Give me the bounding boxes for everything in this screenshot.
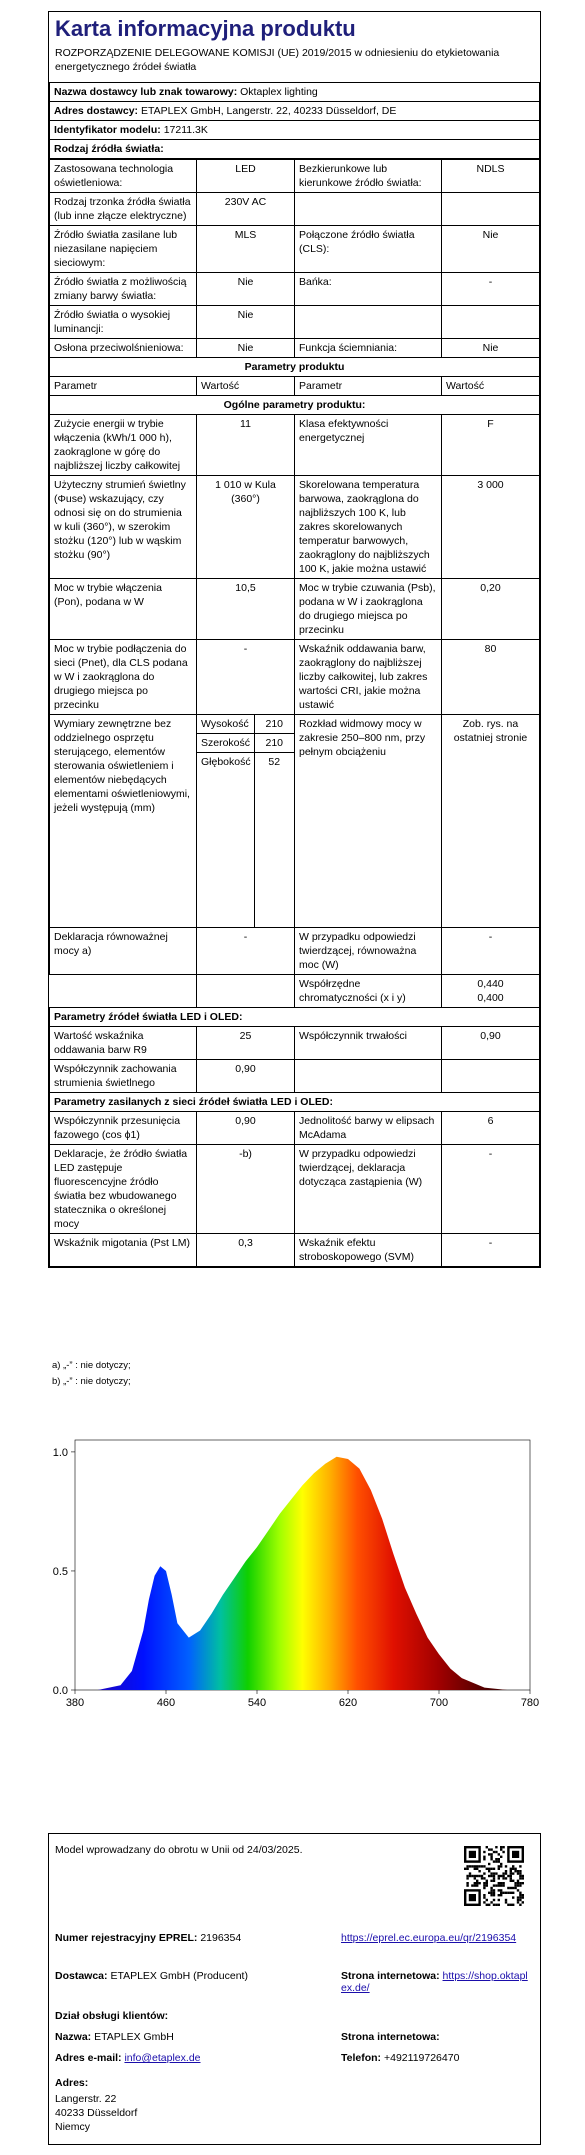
x-tick-label: 540	[247, 1697, 267, 1709]
source-type-label: Osłona przeciwolśnieniowa:	[50, 339, 197, 358]
address-label: Adres:	[55, 2077, 89, 2089]
support-name-value: ETAPLEX GmbH	[94, 2031, 174, 2043]
source-type-value-2	[442, 193, 540, 226]
model-value: 17211.3K	[163, 124, 208, 136]
source-type-value: MLS	[197, 226, 295, 273]
website-link[interactable]: https://shop.oktaplex.de/	[341, 1970, 528, 1994]
support-heading: Dział obsługi klientów:	[55, 2010, 169, 2022]
source-type-value: Nie	[197, 273, 295, 306]
product-information-sheet	[48, 11, 541, 1268]
source-type-value: Nie	[197, 306, 295, 339]
x-tick-label: 620	[338, 1697, 358, 1709]
y-tick-label: 0.0	[52, 1685, 68, 1697]
led-params-heading: Parametry źródeł światła LED i OLED:	[50, 1008, 540, 1027]
x-tick-label: 700	[429, 1697, 449, 1709]
led-row	[50, 1060, 540, 1093]
chroma-y: 0,400	[477, 992, 504, 1004]
supplier-address-label: Adres dostawcy:	[54, 105, 139, 117]
source-type-label-2: Funkcja ściemniania:	[295, 339, 442, 358]
general-label: Użyteczny strumień świetlny (Φuse) wskazujący, czy odnosi się on do strumienia w kuli (360°), w szerokim stożku (120°) lub w wąskim stożku (90°)	[50, 476, 197, 579]
led-label-2: Współczynnik trwałości	[295, 1027, 442, 1060]
footer-panel	[48, 1833, 541, 2145]
dimensions-width-cell	[197, 734, 295, 753]
support-website-label: Strona internetowa:	[341, 2031, 440, 2043]
general-value-2: F	[442, 415, 540, 476]
x-tick-label: 460	[156, 1697, 176, 1709]
product-params-heading: Parametry produktu	[50, 358, 540, 377]
mains-label-2: W przypadku odpowiedzi twierdzącej, deklaracja dotycząca zastąpienia (W)	[295, 1145, 442, 1234]
eprel-row	[55, 1932, 241, 1944]
address-line-2: 40233 Düsseldorf	[55, 2107, 138, 2119]
eprel-label: Numer rejestracyjny EPREL:	[55, 1932, 198, 1944]
support-name-row	[55, 2031, 174, 2043]
general-value: 11	[197, 415, 295, 476]
led-value: 0,90	[197, 1060, 295, 1093]
source-type-label: Zastosowana technologia oświetleniowa:	[50, 160, 197, 193]
source-type-label: Źródło światła z możliwością zmiany barwy światła:	[50, 273, 197, 306]
support-name-label: Nazwa:	[55, 2031, 92, 2043]
col-value-header-2: Wartość	[442, 377, 540, 396]
footnote-a: a) „-” : nie dotyczy;	[52, 1360, 131, 1371]
chroma-empty-2	[197, 975, 295, 1008]
equiv-power-w-label: W przypadku odpowiedzi twierdzącej, równoważna moc (W)	[295, 928, 442, 975]
mains-value-2: -	[442, 1145, 540, 1234]
general-value-2: 3 000	[442, 476, 540, 579]
supplier-name-value: Oktaplex lighting	[240, 86, 318, 98]
mains-row	[50, 1112, 540, 1145]
height-label: Wysokość	[197, 715, 254, 733]
general-value-2: 0,20	[442, 579, 540, 640]
source-type-row	[50, 226, 540, 273]
dimensions-height-cell	[197, 715, 295, 734]
col-param-header: Parametr	[50, 377, 197, 396]
mains-value-2: 6	[442, 1112, 540, 1145]
chroma-label: Współrzędne chromatyczności (x i y)	[295, 975, 442, 1008]
mains-label: Współczynnik przesunięcia fazowego (cos ϕ1)	[50, 1112, 197, 1145]
general-label: Moc w trybie podłączenia do sieci (Pnet), dla CLS podana w W i zaokrąglona do drugiego miejsca po przecinku	[50, 640, 197, 715]
col-value-header: Wartość	[197, 377, 295, 396]
spectrum-chart	[30, 1428, 540, 1728]
footnote-b: b) „-” : nie dotyczy;	[52, 1376, 131, 1387]
general-label: Moc w trybie włączenia (Pon), podana w W	[50, 579, 197, 640]
spectrum-value: Zob. rys. na ostatniej stronie	[442, 715, 540, 928]
address-line-1: Langerstr. 22	[55, 2093, 117, 2105]
source-type-row	[50, 273, 540, 306]
page-title: Karta informacyjna produktu	[55, 16, 356, 41]
supplier-address-value: ETAPLEX GmbH, Langerstr. 22, 40233 Düsseldorf, DE	[140, 105, 397, 117]
footer-supplier-value: ETAPLEX GmbH (Producent)	[110, 1970, 248, 1982]
mains-row	[50, 1145, 540, 1234]
chroma-empty-1	[50, 975, 197, 1008]
dimensions-label: Wymiary zewnętrzne bez oddzielnego osprzętu sterującego, elementów sterowania oświetleniem i elementów niebędących elementami oświetleniowymi, jeżeli występują (mm)	[50, 715, 197, 928]
width-value: 210	[265, 737, 284, 749]
dimensions-depth-cell	[197, 753, 295, 928]
general-value: 10,5	[197, 579, 295, 640]
mains-value-2: -	[442, 1234, 540, 1267]
website-label: Strona internetowa:	[341, 1970, 440, 1982]
source-type-label-2	[295, 306, 442, 339]
phone-label: Telefon:	[341, 2052, 382, 2064]
mains-value: 0,90	[197, 1112, 295, 1145]
equiv-power-label: Deklaracja równoważnej mocy a)	[50, 928, 197, 975]
general-label-2: Skorelowana temperatura barwowa, zaokrąglona do najbliższych 100 K, lub zakres skorelowanych temperatur barwowych, zaokrąglony do najbliższych 100 K, jakie można ustawić	[295, 476, 442, 579]
source-type-label-2: Bańka:	[295, 273, 442, 306]
mains-label-2: Wskaźnik efektu stroboskopowego (SVM)	[295, 1234, 442, 1267]
general-value-2: 80	[442, 640, 540, 715]
general-row	[50, 476, 540, 579]
market-text: Model wprowadzany do obrotu w Unii od 24/03/2025.	[55, 1844, 303, 1856]
source-type-value-2: NDLS	[442, 160, 540, 193]
source-type-label: Rodzaj trzonka źródła światła (lub inne złącze elektryczne)	[50, 193, 197, 226]
footer-supplier-label: Dostawca:	[55, 1970, 108, 1982]
phone-value: +492119726470	[383, 2052, 460, 2064]
footnotes	[52, 1358, 131, 1390]
x-tick-label: 780	[520, 1697, 540, 1709]
supplier-name-row	[50, 83, 540, 102]
source-type-label: Źródło światła o wysokiej luminancji:	[50, 306, 197, 339]
source-type-row	[50, 339, 540, 358]
y-tick-label: 1.0	[52, 1446, 68, 1459]
supplier-row	[55, 1970, 248, 1982]
source-type-row	[50, 306, 540, 339]
supplier-address-row	[50, 102, 540, 121]
email-row	[55, 2052, 201, 2064]
general-label-2: Klasa efektywności energetycznej	[295, 415, 442, 476]
source-type-value-2: -	[442, 273, 540, 306]
qr-code-icon[interactable]	[464, 1846, 524, 1906]
mains-label: Deklaracje, że źródło światła LED zastępuje fluorescencyjne źródło światła bez wbudowanego statecznika o określonej mocy	[50, 1145, 197, 1234]
x-tick-label: 380	[65, 1697, 85, 1709]
equiv-power-w-value: -	[442, 928, 540, 975]
general-params-heading: Ogólne parametry produktu:	[50, 396, 540, 415]
eprel-link-row	[341, 1932, 531, 1944]
general-row	[50, 579, 540, 640]
phone-row	[341, 2052, 459, 2064]
eprel-link[interactable]: https://eprel.ec.europa.eu/qr/2196354	[341, 1932, 517, 1944]
mains-row	[50, 1234, 540, 1267]
equiv-power-value: -	[197, 928, 295, 975]
led-label: Wartość wskaźnika oddawania barw R9	[50, 1027, 197, 1060]
model-row	[50, 121, 540, 140]
source-type-table	[49, 159, 540, 1267]
general-label: Zużycie energii w trybie włączenia (kWh/1 000 h), zaokrąglone w górę do najbliższej liczby całkowitej	[50, 415, 197, 476]
email-label: Adres e-mail:	[55, 2052, 122, 2064]
chroma-value	[442, 975, 540, 1008]
website-row	[341, 1970, 531, 1994]
mains-value: 0,3	[197, 1234, 295, 1267]
led-value-2: 0,90	[442, 1027, 540, 1060]
general-row	[50, 415, 540, 476]
led-label-2	[295, 1060, 442, 1093]
chroma-x: 0,440	[477, 978, 504, 990]
general-label-2: Wskaźnik oddawania barw, zaokrąglony do najbliższej liczby całkowitej, lub zakres wartości CRI, jakie można ustawić	[295, 640, 442, 715]
led-value: 25	[197, 1027, 295, 1060]
height-value: 210	[265, 718, 284, 730]
eprel-value: 2196354	[200, 1932, 242, 1944]
source-type-label-2: Połączone źródło światła (CLS):	[295, 226, 442, 273]
spectrum-label: Rozkład widmowy mocy w zakresie 250–800 nm, przy pełnym obciążeniu	[295, 715, 442, 928]
col-param-header-2: Parametr	[295, 377, 442, 396]
source-type-value-2	[442, 306, 540, 339]
general-value: 1 010 w Kula (360°)	[197, 476, 295, 579]
source-type-value: LED	[197, 160, 295, 193]
supplier-table	[49, 82, 540, 159]
regulation-text: ROZPORZĄDZENIE DELEGOWANE KOMISJI (UE) 2019/2015 w odniesieniu do etykietowania energetycznego źródeł światła	[55, 47, 500, 73]
y-tick-label: 0.5	[52, 1565, 68, 1578]
email-link[interactable]: info@etaplex.de	[124, 2052, 201, 2064]
mains-label: Wskaźnik migotania (Pst LM)	[50, 1234, 197, 1267]
address-lines	[55, 2092, 137, 2134]
general-value: -	[197, 640, 295, 715]
source-type-row	[50, 193, 540, 226]
led-value-2	[442, 1060, 540, 1093]
address-line-3: Niemcy	[55, 2121, 91, 2133]
depth-value: 52	[268, 756, 281, 768]
source-type-row	[50, 160, 540, 193]
led-label: Współczynnik zachowania strumienia świetlnego	[50, 1060, 197, 1093]
led-row	[50, 1027, 540, 1060]
general-label-2: Moc w trybie czuwania (Psb), podana w W i zaokrąglona do drugiego miejsca po przecinku	[295, 579, 442, 640]
source-type-value-2: Nie	[442, 339, 540, 358]
depth-label: Głębokość	[197, 753, 254, 927]
width-label: Szerokość	[197, 734, 254, 752]
source-type-label: Źródło światła zasilane lub niezasilane napięciem sieciowym:	[50, 226, 197, 273]
source-type-value: 230V AC	[197, 193, 295, 226]
source-type-heading: Rodzaj źródła światła:	[50, 140, 540, 159]
source-type-label-2: Bezkierunkowe lub kierunkowe źródło światła:	[295, 160, 442, 193]
source-type-value-2: Nie	[442, 226, 540, 273]
supplier-name-label: Nazwa dostawcy lub znak towarowy:	[54, 86, 238, 98]
model-label: Identyfikator modelu:	[54, 124, 161, 136]
mains-params-heading: Parametry zasilanych z sieci źródeł światła LED i OLED:	[50, 1093, 540, 1112]
source-type-value: Nie	[197, 339, 295, 358]
source-type-label-2	[295, 193, 442, 226]
general-row	[50, 640, 540, 715]
mains-value: -b)	[197, 1145, 295, 1234]
mains-label-2: Jednolitość barwy w elipsach McAdama	[295, 1112, 442, 1145]
